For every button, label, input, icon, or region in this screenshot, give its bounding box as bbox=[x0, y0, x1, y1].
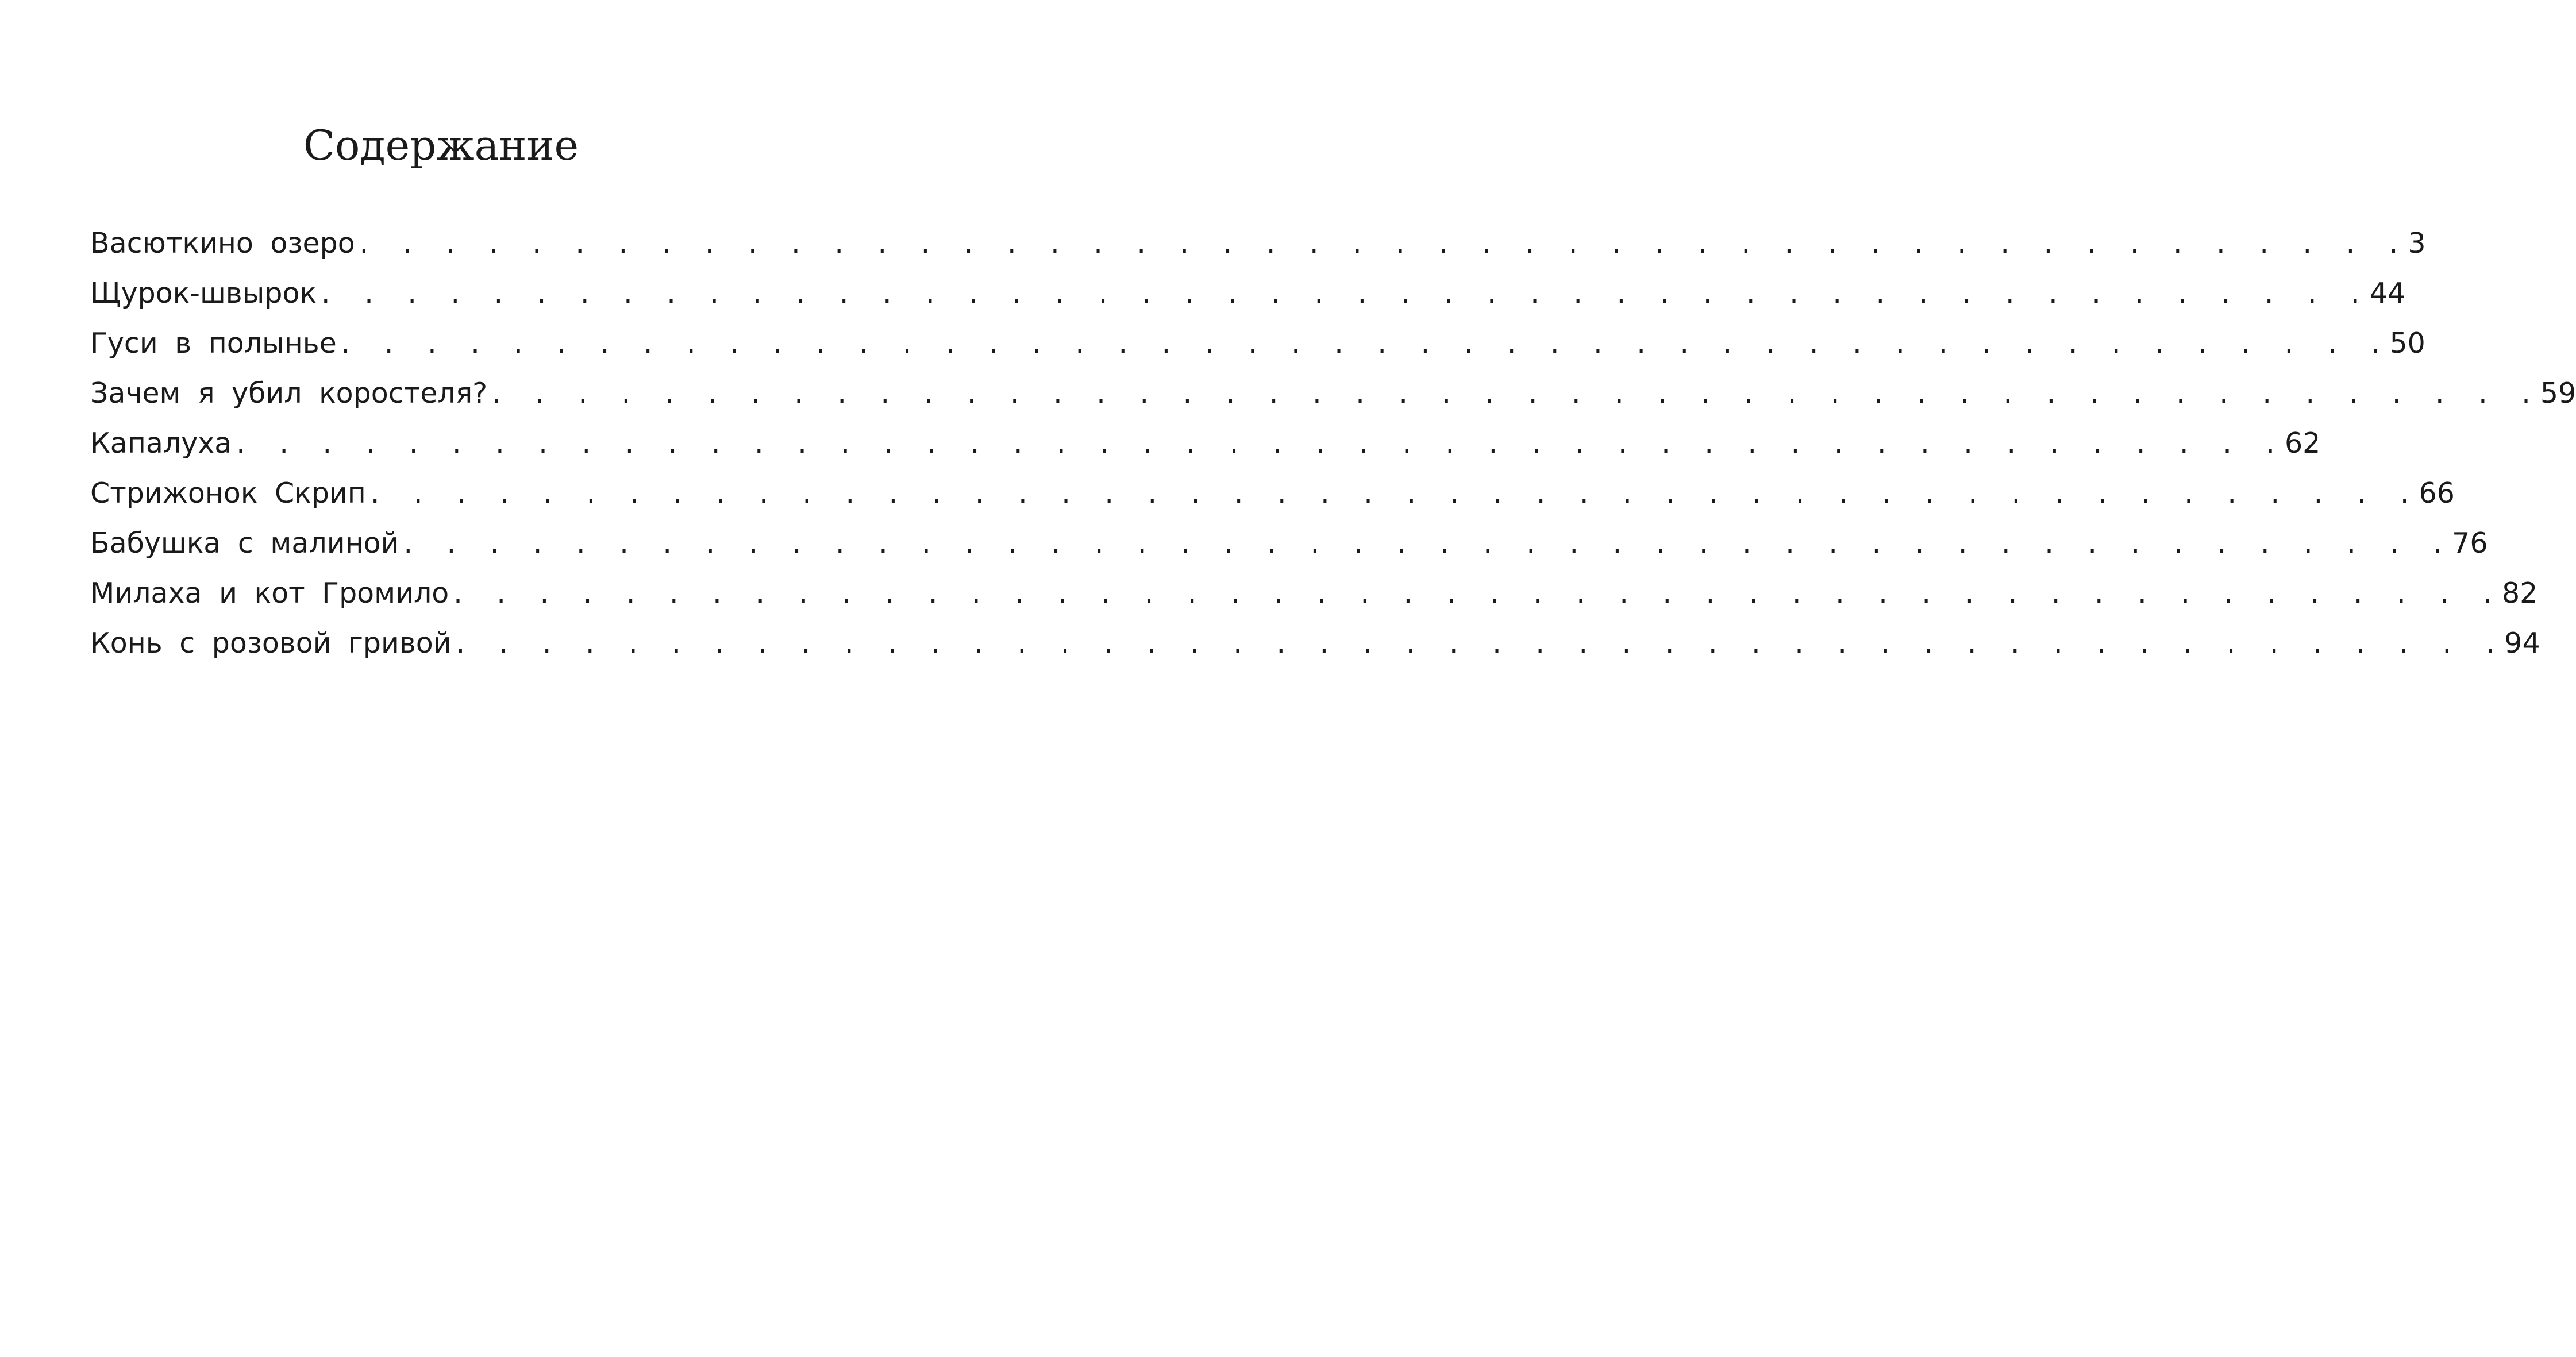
page-title: Содержание bbox=[303, 121, 579, 169]
toc-entry bbox=[90, 518, 2488, 568]
toc-entry-title: Конь с розовой гривой bbox=[90, 627, 452, 660]
dot-leader: . . . . . . . . . . . . . . . . . . . . . . . . . . . . . . . . . . . . . . . . . . . . . . . . bbox=[341, 327, 2389, 360]
toc-entry-page: 76 bbox=[2452, 527, 2488, 560]
toc-entry-title: Гуси в полынье bbox=[90, 327, 337, 360]
dot-leader: . . . . . . . . . . . . . . . . . . . . . . . . . . . . . . . . . . . . . . . . . . . . . . . . bbox=[456, 627, 2504, 660]
toc-entry-title: Стрижонок Скрип bbox=[90, 477, 366, 510]
toc-entry-title: Капалуха bbox=[90, 427, 232, 460]
dot-leader: . . . . . . . . . . . . . . . . . . . . . . . . . . . . . . . . . . . . . . . . . . . . . . . . bbox=[453, 577, 2501, 610]
dot-leader: . . . . . . . . . . . . . . . . . . . . . . . . . . . . . . . . . . . . . . . . . . . . . . . . bbox=[359, 227, 2407, 260]
toc-entry-title: Зачем я убил коростеля? bbox=[90, 377, 488, 410]
toc-entry-title: Щурок-швырок bbox=[90, 277, 317, 310]
table-of-contents bbox=[90, 218, 2576, 668]
toc-entry-title: Васюткино озеро bbox=[90, 227, 355, 260]
toc-entry bbox=[90, 568, 2538, 618]
toc-entry bbox=[90, 368, 2576, 418]
toc-entry-page: 66 bbox=[2419, 477, 2455, 510]
toc-entry-title: Милаха и кот Громило bbox=[90, 577, 449, 610]
toc-entry bbox=[90, 268, 2406, 318]
toc-entry-page: 3 bbox=[2408, 227, 2426, 260]
toc-entry-page: 44 bbox=[2369, 277, 2406, 310]
toc-entry-page: 59 bbox=[2540, 377, 2576, 410]
dot-leader: . . . . . . . . . . . . . . . . . . . . . . . . . . . . . . . . . . . . . . . . . . . . . . . . bbox=[321, 277, 2369, 310]
toc-entry bbox=[90, 418, 2321, 468]
dot-leader: . . . . . . . . . . . . . . . . . . . . . . . . . . . . . . . . . . . . . . . . . . . . . . . . bbox=[403, 527, 2451, 560]
toc-entry-title: Бабушка с малиной bbox=[90, 527, 399, 560]
toc-entry-page: 82 bbox=[2501, 577, 2538, 610]
toc-entry-page: 62 bbox=[2284, 427, 2321, 460]
toc-entry bbox=[90, 218, 2426, 268]
dot-leader: . . . . . . . . . . . . . . . . . . . . . . . . . . . . . . . . . . . . . . . . . . . . . . . . bbox=[492, 377, 2539, 410]
dot-leader: . . . . . . . . . . . . . . . . . . . . . . . . . . . . . . . . . . . . . . . . . . . . . . . . bbox=[370, 477, 2418, 510]
toc-entry bbox=[90, 318, 2425, 368]
dot-leader: . . . . . . . . . . . . . . . . . . . . . . . . . . . . . . . . . . . . . . . . . . . . . . . . bbox=[236, 427, 2284, 460]
toc-entry-page: 50 bbox=[2389, 327, 2425, 360]
toc-entry bbox=[90, 618, 2540, 668]
toc-entry-page: 94 bbox=[2504, 627, 2540, 660]
toc-entry bbox=[90, 468, 2455, 518]
